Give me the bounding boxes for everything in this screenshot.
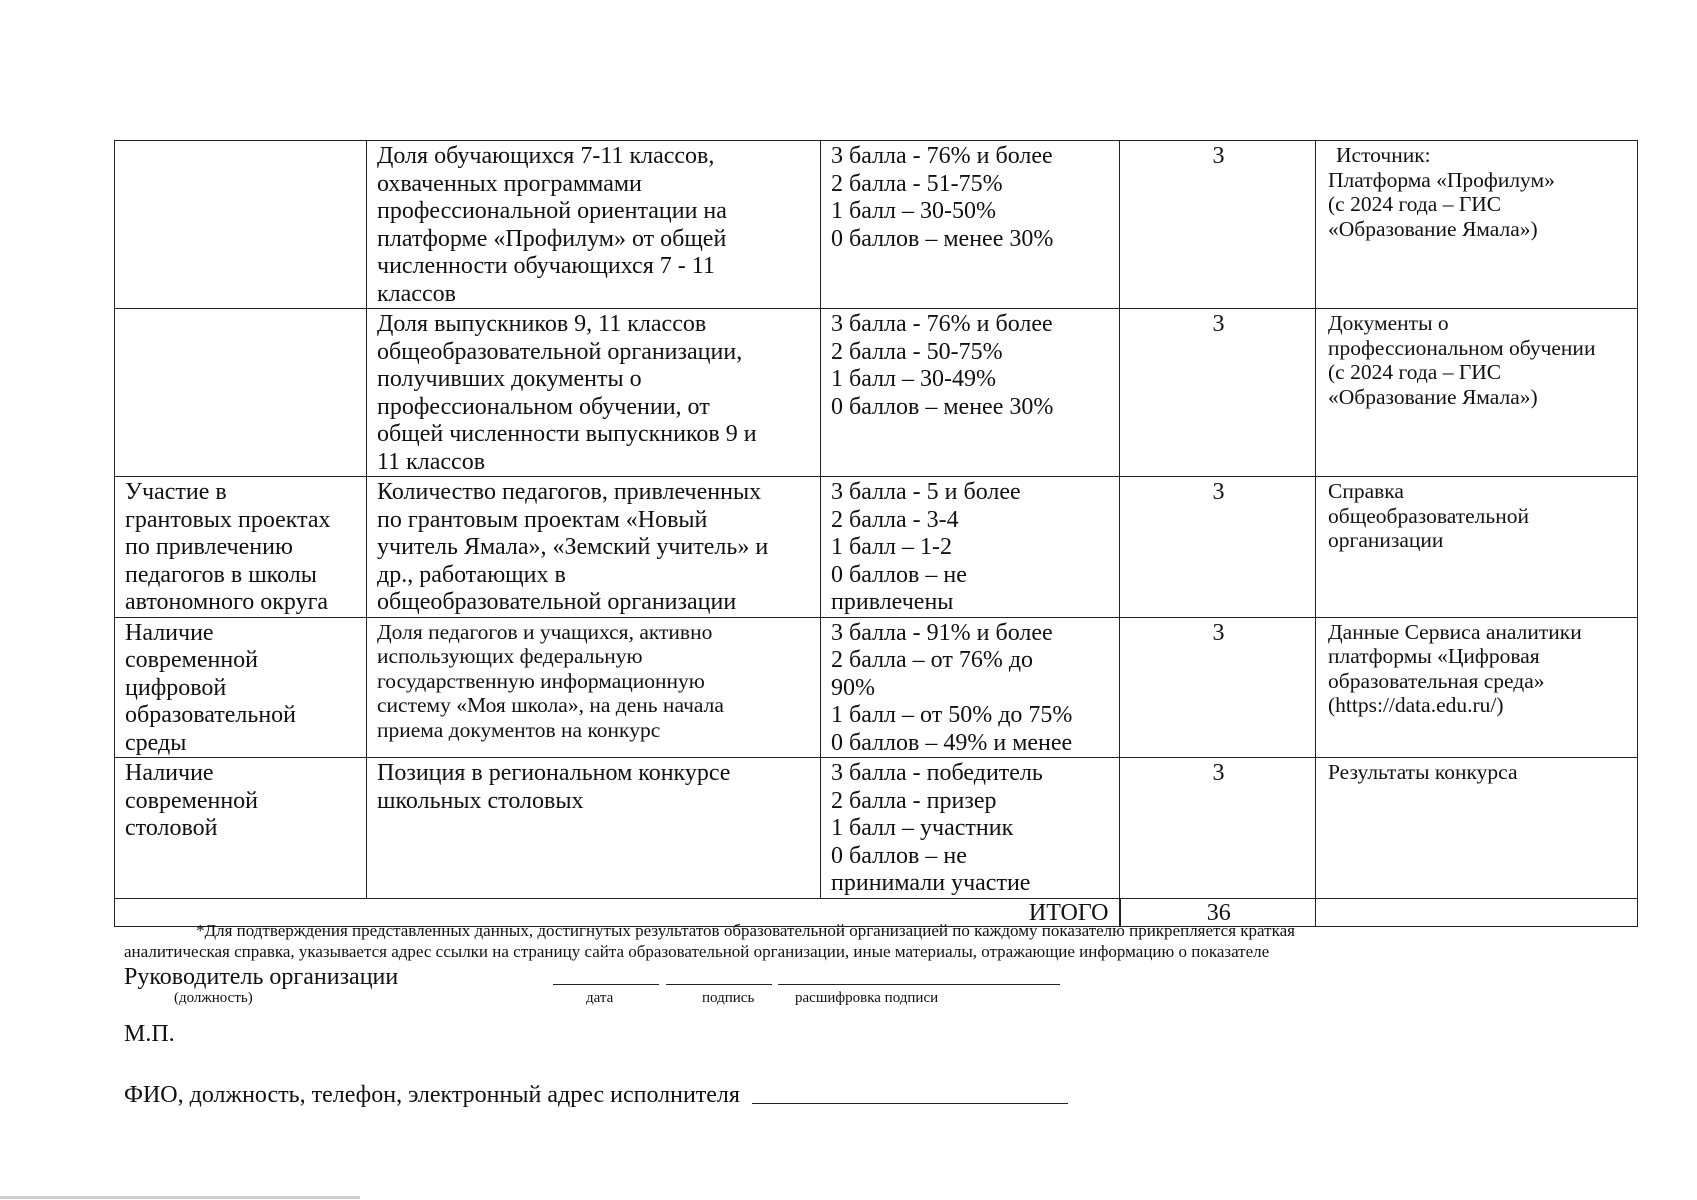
criterion-line: 11 классов <box>377 448 486 475</box>
indicator-line: грантовых проектах <box>125 506 331 533</box>
executor-line <box>752 1103 1068 1104</box>
indicator-cell <box>115 309 367 477</box>
score-line: 2 балла - 3-4 <box>831 506 959 533</box>
criterion-line: общеобразовательной организации, <box>377 338 743 365</box>
criterion-cell <box>367 141 821 309</box>
decode-caption: расшифровка подписи <box>795 990 939 1006</box>
criterion-cell <box>367 309 821 477</box>
score-line: 2 балла – от 76% до <box>831 647 1034 673</box>
scores-cell <box>821 141 1120 309</box>
source-line: организации <box>1328 528 1444 552</box>
score-line: 1 балл – участник <box>831 815 1014 841</box>
signature-line <box>666 984 772 985</box>
score-line: 2 балла - 51-75% <box>831 170 1003 197</box>
criterion-line: по грантовым проектам «Новый <box>377 506 708 533</box>
source-line: Платформа «Профилум» <box>1328 167 1555 192</box>
criterion-cell <box>367 617 821 758</box>
criterion-line: охваченных программами <box>377 170 642 197</box>
scores-cell <box>821 309 1120 477</box>
criterion-line: профессиональном обучении, от <box>377 393 710 420</box>
indicator-line: Наличие <box>125 760 214 786</box>
max-score-cell: 3 <box>1120 758 1316 899</box>
score-line: 0 баллов – не <box>831 561 967 588</box>
criterion-line: учитель Ямала», «Земский учитель» и <box>377 534 769 560</box>
source-line: «Образование Ямала») <box>1328 216 1538 241</box>
source-line: общеобразовательной <box>1328 503 1529 528</box>
table-row <box>115 309 1638 477</box>
indicator-line: автономного округа <box>125 589 329 615</box>
score-line: 0 баллов – 49% и менее <box>831 729 1073 756</box>
max-score-cell: 3 <box>1120 477 1316 618</box>
indicator-cell <box>115 617 367 758</box>
indicator-line: среды <box>125 729 187 756</box>
footnote-line: *Для подтверждения представленных данных, достигнутых результатов образовательной организацией по каждому показателю прикрепляется краткая <box>196 921 1295 940</box>
criterion-line: школьных столовых <box>377 787 584 814</box>
max-score-cell: 3 <box>1120 617 1316 758</box>
indicator-line: современной <box>125 647 259 673</box>
scores-cell <box>821 758 1120 899</box>
indicator-line: современной <box>125 787 259 814</box>
source-line: образовательная среда» <box>1328 668 1545 693</box>
criterion-line: Доля педагогов и учащихся, активно <box>377 619 713 644</box>
score-line: 3 балла - 5 и более <box>831 479 1021 505</box>
criterion-line: профессиональной ориентации на <box>377 198 727 224</box>
source-line: Документы о <box>1328 311 1449 335</box>
score-line: 1 балл – от 50% до 75% <box>831 702 1073 728</box>
source-cell <box>1316 617 1638 758</box>
indicator-line: по привлечению <box>125 534 293 560</box>
source-line: (с 2024 года – ГИС <box>1328 360 1502 384</box>
max-score-cell: 3 <box>1120 141 1316 309</box>
criterion-line: использующих федеральную <box>377 644 643 668</box>
indicator-line: цифровой <box>125 674 227 701</box>
score-line: 3 балла - 91% и более <box>831 619 1053 646</box>
scan-artifact <box>0 1196 360 1199</box>
source-line: платформы «Цифровая <box>1328 644 1540 668</box>
source-cell <box>1316 477 1638 618</box>
decode-line <box>778 984 1060 985</box>
source-line: Справка <box>1328 479 1404 503</box>
footnote <box>124 920 1608 962</box>
source-line: «Образование Ямала») <box>1328 384 1538 409</box>
source-cell <box>1316 309 1638 477</box>
criterion-line: общей численности выпускников 9 и <box>377 421 757 447</box>
position-caption: (должность) <box>174 990 253 1006</box>
score-line: 3 балла - 76% и более <box>831 143 1053 169</box>
criterion-line: систему «Моя школа», на день начала <box>377 693 724 717</box>
score-line: 1 балл – 30-49% <box>831 366 997 392</box>
score-line: привлечены <box>831 589 954 615</box>
source-line: Источник: <box>1336 143 1431 167</box>
signature-caption: подпись <box>702 990 755 1006</box>
criterion-line: Позиция в региональном конкурсе <box>377 760 731 786</box>
score-line: 0 баллов – менее 30% <box>831 225 1054 252</box>
criterion-line: общеобразовательной организации <box>377 589 737 615</box>
indicator-line: Участие в <box>125 479 227 505</box>
date-caption: дата <box>586 990 614 1006</box>
criterion-line: численности обучающихся 7 - 11 <box>377 253 715 279</box>
criterion-line: получивших документы о <box>377 366 642 392</box>
executor-label: ФИО, должность, телефон, электронный адрес исполнителя <box>124 1082 740 1108</box>
source-line: (с 2024 года – ГИС <box>1328 192 1502 216</box>
total-label: ИТОГО <box>115 898 1120 926</box>
criterion-cell <box>367 477 821 618</box>
source-line: профессиональном обучении <box>1328 335 1596 360</box>
score-line: 3 балла - 76% и более <box>831 311 1053 337</box>
source-line: (https://data.edu.ru/) <box>1328 693 1504 717</box>
table-row <box>115 617 1638 758</box>
criterion-line: Доля выпускников 9, 11 классов <box>377 311 707 337</box>
score-line: 1 балл – 1-2 <box>831 534 953 560</box>
score-line: 2 балла - 50-75% <box>831 338 1003 365</box>
indicator-line: Наличие <box>125 619 214 646</box>
indicator-line: педагогов в школы <box>125 561 317 588</box>
score-line: 3 балла - победитель <box>831 760 1043 786</box>
source-cell <box>1316 141 1638 309</box>
stamp-place: М.П. <box>124 1021 175 1047</box>
scores-cell <box>821 477 1120 618</box>
score-line: 0 баллов – менее 30% <box>831 393 1054 420</box>
score-line: принимали участие <box>831 870 1031 896</box>
date-line <box>553 984 659 985</box>
criterion-line: классов <box>377 280 456 307</box>
indicator-cell <box>115 758 367 899</box>
source-line: Данные Сервиса аналитики <box>1328 619 1582 644</box>
scores-cell <box>821 617 1120 758</box>
table-row <box>115 141 1638 309</box>
indicator-cell <box>115 141 367 309</box>
criterion-line: Количество педагогов, привлеченных <box>377 479 762 505</box>
max-score-cell: 3 <box>1120 309 1316 477</box>
signature-label: Руководитель организации <box>124 964 399 990</box>
indicator-line: образовательной <box>125 702 296 728</box>
total-value: 36 <box>1120 898 1316 926</box>
score-line: 2 балла - призер <box>831 787 997 814</box>
indicator-cell <box>115 477 367 618</box>
criterion-line: государственную информационную <box>377 668 705 693</box>
score-line: 0 баллов – не <box>831 842 967 869</box>
criterion-line: др., работающих в <box>377 561 566 588</box>
criteria-table <box>114 140 1638 927</box>
criterion-line: приема документов на конкурс <box>377 717 661 742</box>
score-line: 90% <box>831 674 875 701</box>
source-line: Результаты конкурса <box>1328 760 1518 784</box>
criterion-line: платформе «Профилум» от общей <box>377 225 727 252</box>
score-line: 1 балл – 30-50% <box>831 198 997 224</box>
criterion-cell <box>367 758 821 899</box>
table-row <box>115 477 1638 618</box>
criterion-line: Доля обучающихся 7-11 классов, <box>377 143 715 169</box>
footnote-line: аналитическая справка, указывается адрес ссылки на страницу сайта образовательной организации, иные материалы, отражающие информацию о показателе <box>124 942 1270 961</box>
source-cell <box>1316 758 1638 899</box>
indicator-line: столовой <box>125 815 218 841</box>
table-row <box>115 758 1638 899</box>
